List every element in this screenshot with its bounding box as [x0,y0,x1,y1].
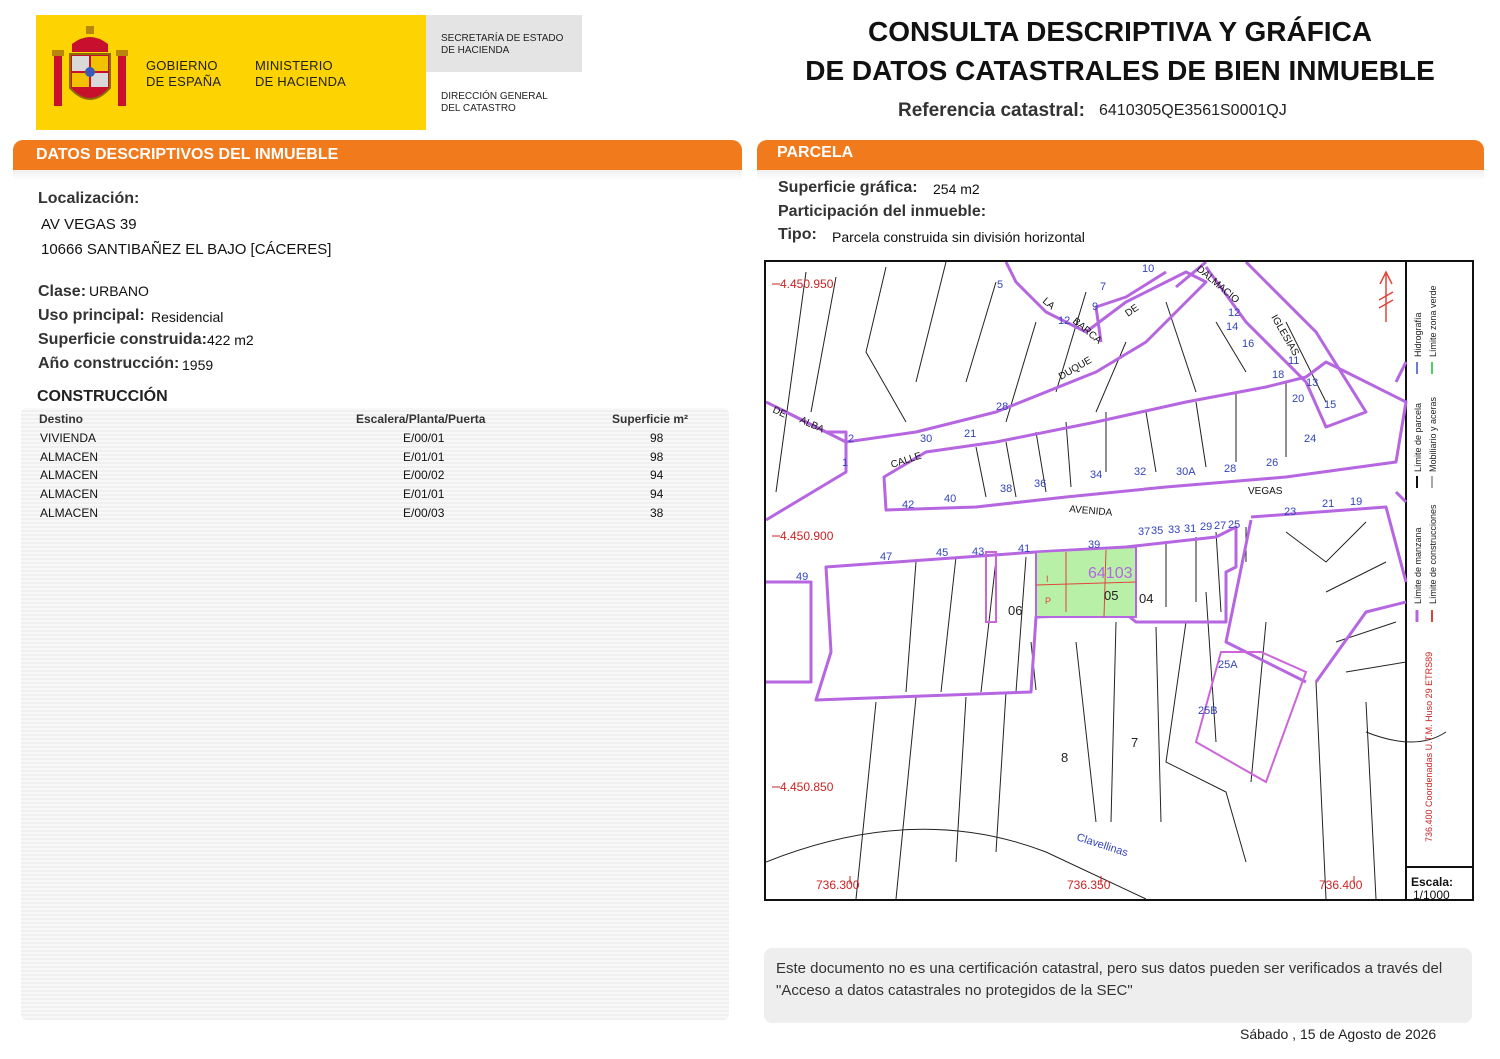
house-number: 47 [880,551,893,563]
scale-label: Escala: [1411,875,1454,889]
legend-item: Límite de parcela [1413,402,1423,472]
parcel-number: 7 [1131,735,1139,750]
crs-note: 736.400 Coordenadas U.T.M. Huso 29 ETRS89 [1424,651,1434,842]
street-label: VEGAS [1248,486,1283,497]
street-label: DUQUE [1057,355,1094,383]
house-number: 33 [1168,524,1181,536]
house-number: 34 [1090,469,1103,481]
legend-item: Mobiliario y aceras [1428,396,1438,472]
legend-item: Límite zona verde [1428,285,1438,357]
house-number: 19 [1350,496,1363,508]
construction-mark: P [1045,596,1052,606]
table-cell: E/01/01 [403,487,445,502]
house-number: 30 [920,433,933,445]
parcel-ref-label: 64103 [1088,565,1133,582]
house-number: 9 [1092,301,1099,313]
house-number: 39 [1088,539,1101,551]
anio-label: Año construcción: [38,355,180,372]
street-label: Clavellinas [1075,831,1130,860]
house-number: 25A [1218,659,1238,671]
superficie-grafica-value: 254 m2 [933,181,980,197]
datos-descriptivos-title: DATOS DESCRIPTIVOS DEL INMUEBLE [36,146,339,163]
anio-value: 1959 [182,357,214,373]
table-cell: 98 [650,431,664,445]
ministerio-hacienda-label: MINISTERIO DE HACIENDA [255,58,347,89]
house-number: 14 [1226,321,1239,333]
column-header-destino: Destino [39,412,84,426]
street-label: AVENIDA [1068,504,1113,519]
construccion-table [21,408,729,1020]
construction-mark: I [1046,574,1049,584]
table-cell: VIVIENDA [40,431,97,445]
house-number: 26 [1266,457,1279,469]
scale-value: 1/1000 [1413,888,1450,899]
house-number: 21 [1322,498,1335,510]
house-number: 28 [1224,463,1237,475]
address-line1: AV VEGAS 39 [41,216,137,233]
house-number: 25 [1228,519,1241,531]
house-number: 21 [964,428,977,440]
legend-item: Límite de manzana [1413,527,1423,604]
house-number: 7 [1100,281,1107,293]
table-cell: 98 [650,449,664,464]
house-number: 10 [1142,263,1155,275]
column-header-escalera: Escalera/Planta/Puerta [356,412,486,426]
clase-label: Clase: [38,283,87,300]
house-number: 11 [1288,355,1300,367]
house-number: 18 [1272,369,1285,381]
house-number: 40 [944,493,957,505]
cadastral-map [766,262,1472,899]
house-number: 28 [996,401,1009,413]
house-number: 49 [796,571,809,583]
construccion-title: CONSTRUCCIÓN [37,388,168,405]
street-label: DALMACIO [1194,263,1242,306]
datos-descriptivos-header [13,140,742,170]
north-arrow-icon [1379,272,1393,322]
house-number: 2 [848,433,855,445]
x-coord-label: 736.400 [1319,878,1363,892]
localizacion-label: Localización: [38,190,140,207]
house-number: 12 [1228,307,1241,319]
table-cell: ALMACEN [40,505,99,520]
referencia-label: Referencia catastral: [898,100,1085,121]
parcel-number: 05 [1104,588,1119,603]
table-cell: 94 [650,468,664,483]
house-number: 13 [1306,377,1319,389]
document-date: Sábado , 15 de Agosto de 2026 [1240,1026,1437,1042]
house-number: 42 [902,499,915,511]
street-label: CALLE [889,450,924,471]
x-coord-label: 736.300 [816,878,860,892]
superficie-label: Superficie construida: [38,331,207,348]
tipo-label: Tipo: [778,226,817,243]
parcel-number: 06 [1008,603,1023,618]
table-cell: 94 [650,487,664,502]
uso-label: Uso principal: [38,307,145,324]
house-number: 35 [1151,525,1164,537]
referencia-value: 6410305QE3561S0001QJ [1099,102,1287,119]
house-number: 29 [1200,521,1213,533]
parcela-title: PARCELA [777,144,854,161]
table-cell: 38 [650,505,664,520]
page-title-line1: CONSULTA DESCRIPTIVA Y GRÁFICA [867,16,1373,47]
secretaria-label: SECRETARÍA DE ESTADO DE HACIENDA [441,33,564,56]
table-cell: ALMACEN [40,487,99,502]
coat-of-arms-icon [50,26,130,116]
section-divider [13,170,742,180]
street-label: DE [770,404,788,421]
table-cell: ALMACEN [40,449,99,464]
column-header-superficie: Superficie m² [612,412,689,426]
street-label: ALBA [797,414,826,436]
table-cell: E/01/01 [403,449,445,464]
uso-value: Residencial [151,309,224,325]
house-number: 38 [1000,483,1013,495]
house-number: 15 [1324,399,1337,411]
disclaimer-text: Este documento no es una certificación catastral, pero sus datos pueden ser verificados a través del "Acceso a datos catastrales no protegidos de la SEC" [776,960,1443,999]
table-cell: E/00/03 [403,505,445,520]
direccion-general-label: DIRECCIÓN GENERAL DEL CATASTRO [441,91,548,114]
house-number: 45 [936,547,949,559]
y-coord-label: 4.450.850 [780,780,834,794]
table-cell: ALMACEN [40,468,99,483]
house-number: 16 [1242,338,1255,350]
house-number: 31 [1184,523,1197,535]
superficie-value: 422 m2 [207,332,254,348]
house-number: 32 [1134,466,1147,478]
participacion-label: Participación del inmueble: [778,203,987,220]
table-cell: E/00/02 [403,468,445,483]
house-number: 41 [1018,543,1031,555]
house-number: 5 [997,279,1004,291]
address-line2: 10666 SANTIBAÑEZ EL BAJO [CÁCERES] [41,241,332,258]
street-label: BARCA [1070,315,1104,347]
gobierno-espana-label: GOBIERNO DE ESPAÑA [146,58,222,89]
parcel-number: 8 [1061,750,1069,765]
tipo-value: Parcela construida sin división horizontal [832,229,1085,245]
y-coord-label: 4.450.950 [780,277,834,291]
house-number: 36 [1034,478,1047,490]
parcel-number: 04 [1139,591,1154,606]
x-coord-label: 736.350 [1067,878,1111,892]
street-label: IGLESIAS [1268,313,1301,358]
parcela-header [757,140,1484,170]
legend-item: Hidrografía [1413,312,1423,357]
legend-item: Límite de construcciones [1428,504,1438,604]
house-number: 37 [1138,526,1151,538]
street-label: DE [1123,302,1142,320]
clase-value: URBANO [89,283,149,299]
y-coord-label: 4.450.900 [780,529,834,543]
house-number: 25B [1198,705,1218,717]
house-number: 43 [972,546,985,558]
street-label: LA [1040,295,1057,313]
superficie-grafica-label: Superficie gráfica: [778,179,918,196]
table-cell: E/00/01 [403,431,445,445]
house-number: 27 [1214,520,1227,532]
house-number: 24 [1304,433,1317,445]
house-number: 1 [842,457,849,469]
house-number: 20 [1292,393,1305,405]
house-number: 30A [1176,466,1196,478]
house-number: 12 [1058,315,1071,327]
page-title-line2: DE DATOS CATASTRALES DE BIEN INMUEBLE [805,55,1435,86]
house-number: 23 [1284,506,1297,518]
